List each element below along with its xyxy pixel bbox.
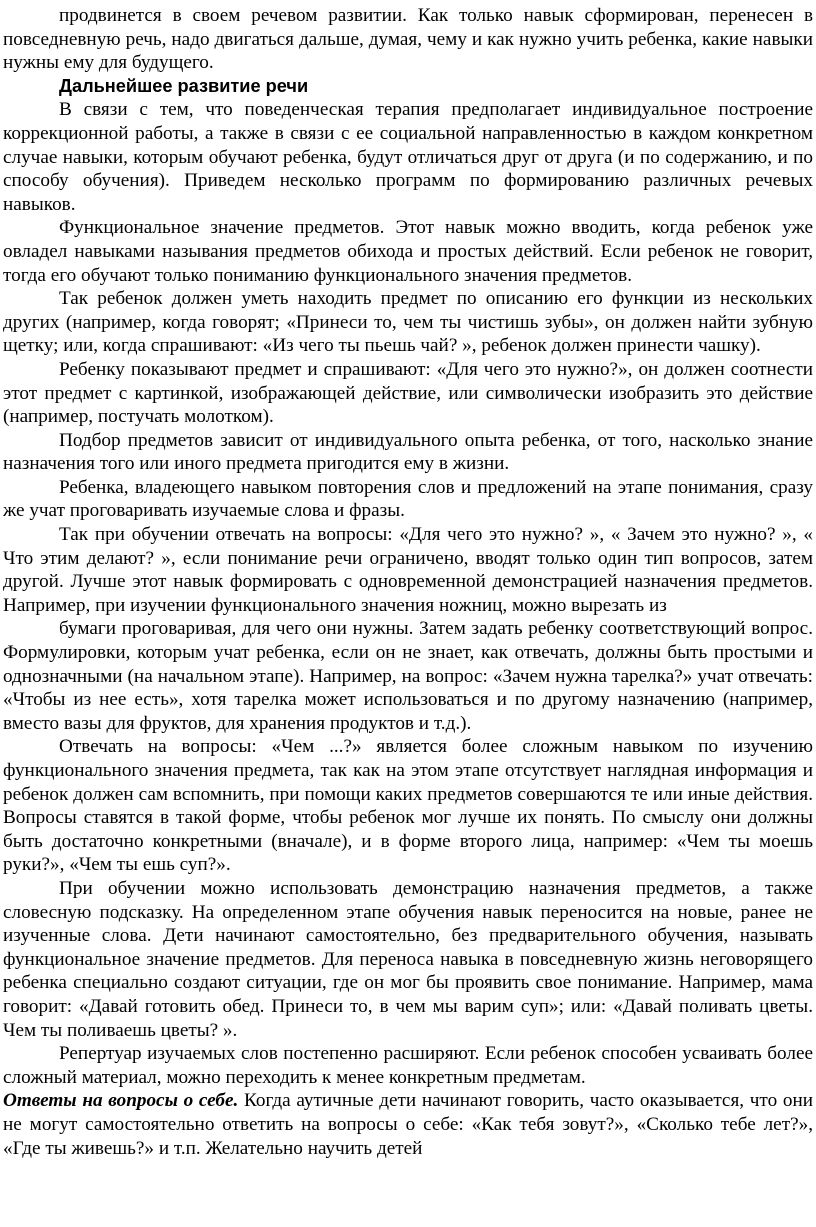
paragraph: Так ребенок должен уметь находить предмет по описанию его функции из нескольких других (например, когда говорят; «Принеси то, чем ты чистишь зубы», он должен найти зубную щетку; или, когда спрашивают: «Из чего ты пьешь чай? », ребенок должен принести чашку).: [3, 288, 813, 357]
paragraph-body: Когда аутичные дети начинают говорить, часто оказывается, что они не могут самостоятельно ответить на вопросы о себе: «Как тебя зовут?», «Сколько тебе лет?», «Где ты живешь?» и т.п. Желательно научить детей: [3, 1090, 813, 1159]
paragraph: Функциональное значение предметов. Этот навык можно вводить, когда ребенок уже овладел навыками называния предметов обихода и простых действий. Если ребенок не говорит, тогда его обучают только пониманию функционального значения предметов.: [3, 217, 813, 286]
paragraph-intro: продвинется в своем речевом развитии. Как только навык сформирован, перенесен в повседневную речь, надо двигаться дальше, думая, чему и как нужно учить ребенка, какие навыки нужны ему для будущего.: [3, 5, 813, 74]
paragraph: Так при обучении отвечать на вопросы: «Для чего это нужно? », « Зачем это нужно? », « Что этим делают? », если понимание речи ограничено, вводят только один тип вопросов, затем другой. Лучше этот навык формировать с одновременной демонстрацией назначения предметов. Например, при изучении функционального значения ножниц, можно вырезать из: [3, 524, 813, 616]
paragraph: бумаги проговаривая, для чего они нужны. Затем задать ребенку соответствующий вопрос. Формулировки, которым учат ребенка, если он не знает, как отвечать, должны быть простыми и однозначными (на начальном этапе). Например, на вопрос: «Зачем нужна тарелка?» учат отвечать: «Чтобы из нее есть», хотя тарелка может использоваться и по другому назначению (например, вместо вазы для фруктов, для хранения продуктов и т.д.).: [3, 618, 813, 734]
paragraph: Ребенку показывают предмет и спрашивают: «Для чего это нужно?», он должен соотнести этот предмет с картинкой, изображающей действие, или символически изобразить это действие (например, постучать молотком).: [3, 358, 813, 428]
paragraph: Репертуар изучаемых слов постепенно расширяют. Если ребенок способен усваивать более сложный материал, можно переходить к менее конкретным предметам.: [3, 1043, 813, 1088]
paragraph: В связи с тем, что поведенческая терапия предполагает индивидуальное построение коррекционной работы, а также в связи с ее социальной направленностью в каждом конкретном случае навыки, которым обучают ребенка, будут отличаться друг от друга (и по содержанию, и по способу обучения). Приведем несколько программ по формированию различных речевых навыков.: [3, 99, 813, 215]
paragraph: Отвечать на вопросы: «Чем ...?» является более сложным навыком по изучению функционального значения предмета, так как на этом этапе отсутствует наглядная информация и ребенок должен сам вспомнить, при помощи каких предметов совершаются те или иные действия. Вопросы ставятся в такой форме, чтобы ребенок мог лучше их понять. По смыслу они должны быть достаточно конкретными (вначале), и в форме второго лица, например: «Чем ты моешь руки?», «Чем ты ешь суп?».: [3, 736, 813, 876]
paragraph: Ребенка, владеющего навыком повторения слов и предложений на этапе понимания, сразу же учат проговаривать изучаемые слова и фразы.: [3, 476, 813, 522]
paragraph-lead-title: Ответы на вопросы о себе.: [3, 1090, 239, 1112]
paragraph-questions-about-self: [3, 1089, 813, 1160]
section-heading: Дальнейшее развитие речи: [59, 75, 309, 96]
paragraph: При обучении можно использовать демонстрацию назначения предметов, а также словесную подсказку. На определенном этапе обучения навык переносится на новые, ранее не изученные слова. Дети начинают самостоятельно, без предварительного обучения, называть функциональное значение предметов. Для переноса навыка в повседневную жизнь неговорящего ребенка специально создают ситуации, где он мог бы проявить свое понимание. Например, мама говорит: «Давай готовить обед. Принеси то, в чем мы варим суп»; или: «Давай поливать цветы. Чем ты поливаешь цветы? ».: [3, 877, 813, 1041]
paragraph: Подбор предметов зависит от индивидуального опыта ребенка, от того, насколько знание назначения того или иного предмета пригодится ему в жизни.: [3, 429, 813, 475]
